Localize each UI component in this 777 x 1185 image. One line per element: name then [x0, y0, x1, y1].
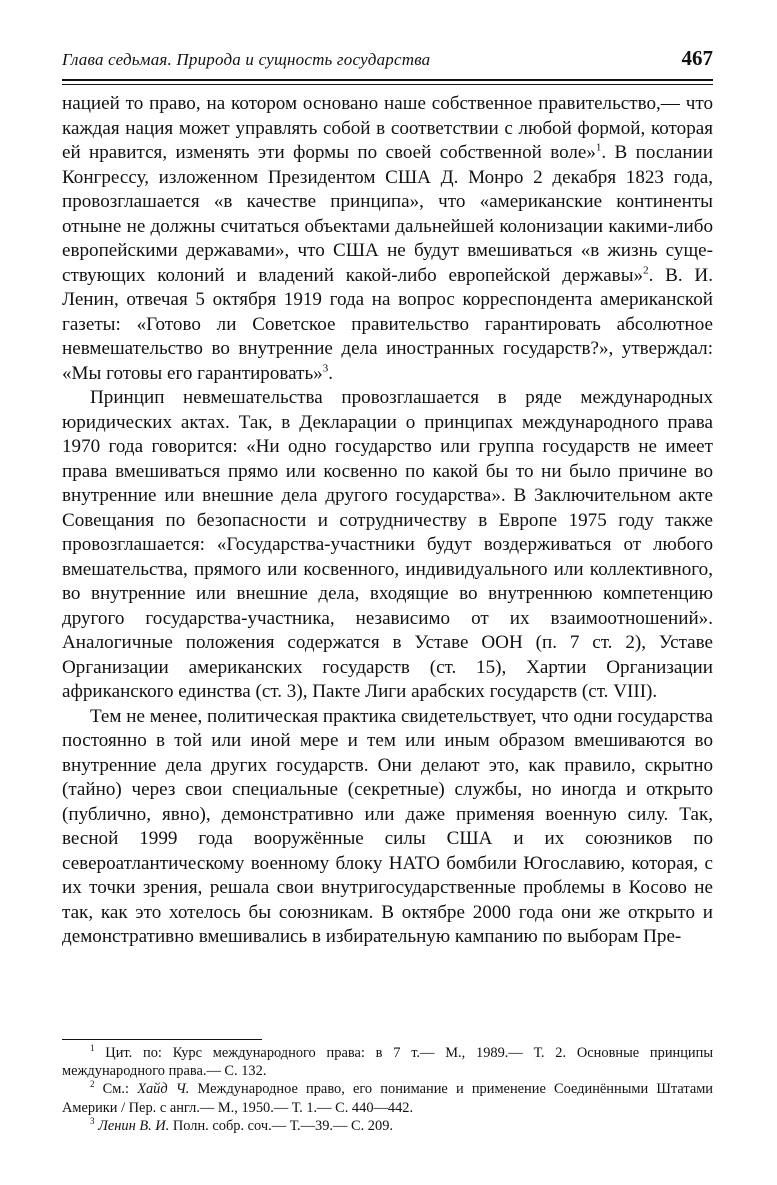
running-header [62, 46, 713, 76]
footnote-mark-2: 2 [90, 1079, 95, 1090]
footnote-2 [62, 1080, 713, 1116]
footnote-2-prefix: См.: [94, 1081, 138, 1098]
footnote-ref-2: 2 [643, 264, 649, 277]
paragraph-1-text-d: . [328, 362, 334, 384]
page-number: 467 [681, 46, 713, 70]
footnote-ref-3: 3 [322, 362, 329, 375]
footnote-separator [62, 1039, 262, 1040]
paragraph-1-text-b: . В послании Конгрессу, изложенном Президентом США Д. Монро 2 декабря 1823 года, провозглашается «в качестве принципа», что «американские континенты отныне не должны считаться объектами дальнейшей колонизации какими-либо европейскими державами», что США не будут вмешиваться «в жизнь существующих колоний и владений какой-либо европейской державы» [62, 142, 713, 286]
footnote-3-author: Ленин В. И. [98, 1117, 170, 1134]
footnote-2-author: Хайд Ч. [137, 1081, 190, 1098]
header-rule-thick [62, 79, 713, 81]
footnote-mark-3: 3 [90, 1116, 95, 1127]
footnote-mark-1: 1 [90, 1043, 95, 1054]
chapter-title: Глава седьмая. Природа и сущность государства [62, 50, 431, 69]
paragraph-3: Тем не менее, политическая практика свидетельствует, что одни государства постоянно в той или иной мере и тем или иным образом вмешиваются во внутренние дела других государств. Они делают это, как правило, скрытно (тайно) через свои специальные (секретные) службы, но иногда и открыто (публично, явно), демонстративно или даже применяя военную силу. Так, весной 1999 года вооружённые силы США и их союзников по североатлантическому военному блоку НАТО бомбили Югославию, которая, с их точки зрения, решала свои внутригосударственные проблемы в Косово не так, как это хотелось бы союзникам. В октябре 2000 года они же открыто и демонстративно вмешивались в избирательную кампанию по выборам Пре- [62, 705, 713, 947]
footnote-ref-1: 1 [595, 141, 602, 154]
footnote-2-text: Международное право, его понимание и применение Соединёнными Штатами Америки / Пер. с англ.— М., 1950.— Т. 1.— С. 440—442. [62, 1081, 714, 1116]
footnotes [62, 1044, 713, 1135]
footnote-3-text: Полн. собр. соч.— Т.—39.— С. 209. [169, 1117, 393, 1134]
paragraph-1 [62, 92, 713, 386]
footnote-1-text: Цит. по: Курс международного права: в 7 т.— М., 1989.— Т. 2. Основные принципы международного права.— С. 132. [62, 1045, 713, 1080]
footnote-3 [62, 1117, 713, 1135]
footnote-1 [62, 1044, 713, 1080]
paragraph-1-text-c: . В. И. Ленин, отвечая 5 октября 1919 года на вопрос корреспондента американской газеты: «Готово ли Советское правительство гарантировать абсолютное невмешательство во внутренние дела иностранных государств?», утверждал: «Мы готовы его гарантировать» [62, 264, 713, 384]
paragraph-1-text-a: нацией то право, на котором основано наше собственное правительство,— что каждая нация может управлять собой в соответствии с любой формой, которая ей нравится, изменять эти формы по своей собственной воле» [62, 93, 713, 163]
body-text [62, 92, 713, 950]
paragraph-2: Принцип невмешательства провозглашается в ряде международных юридических актах. Так, в Декларации о принципах международного права 1970 года говорится: «Ни одно государство или группа государств не имеет права вмешиваться прямо или косвенно по какой бы то ни было причине во внутренние или внешние дела другого государства». В Заключительном акте Совещания по безопасности и сотрудничеству в Европе 1975 году также провозглашается: «Государства-участники будут воздерживаться от любого вмешательства, прямого или косвенного, индивидуального или коллективного, во внутренние или внешние дела, входящие во внутреннюю компетенцию другого государства-участника, независимо от их взаимоотношений». Аналогичные положения содержатся в Уставе ООН (п. 7 ст. 2), Уставе Организации американских государств (ст. 15), Хартии Организации африканского единства (ст. 3), Пакте Лиги арабских государств (ст. VIII). [62, 387, 713, 702]
header-rule-thin [62, 84, 713, 85]
